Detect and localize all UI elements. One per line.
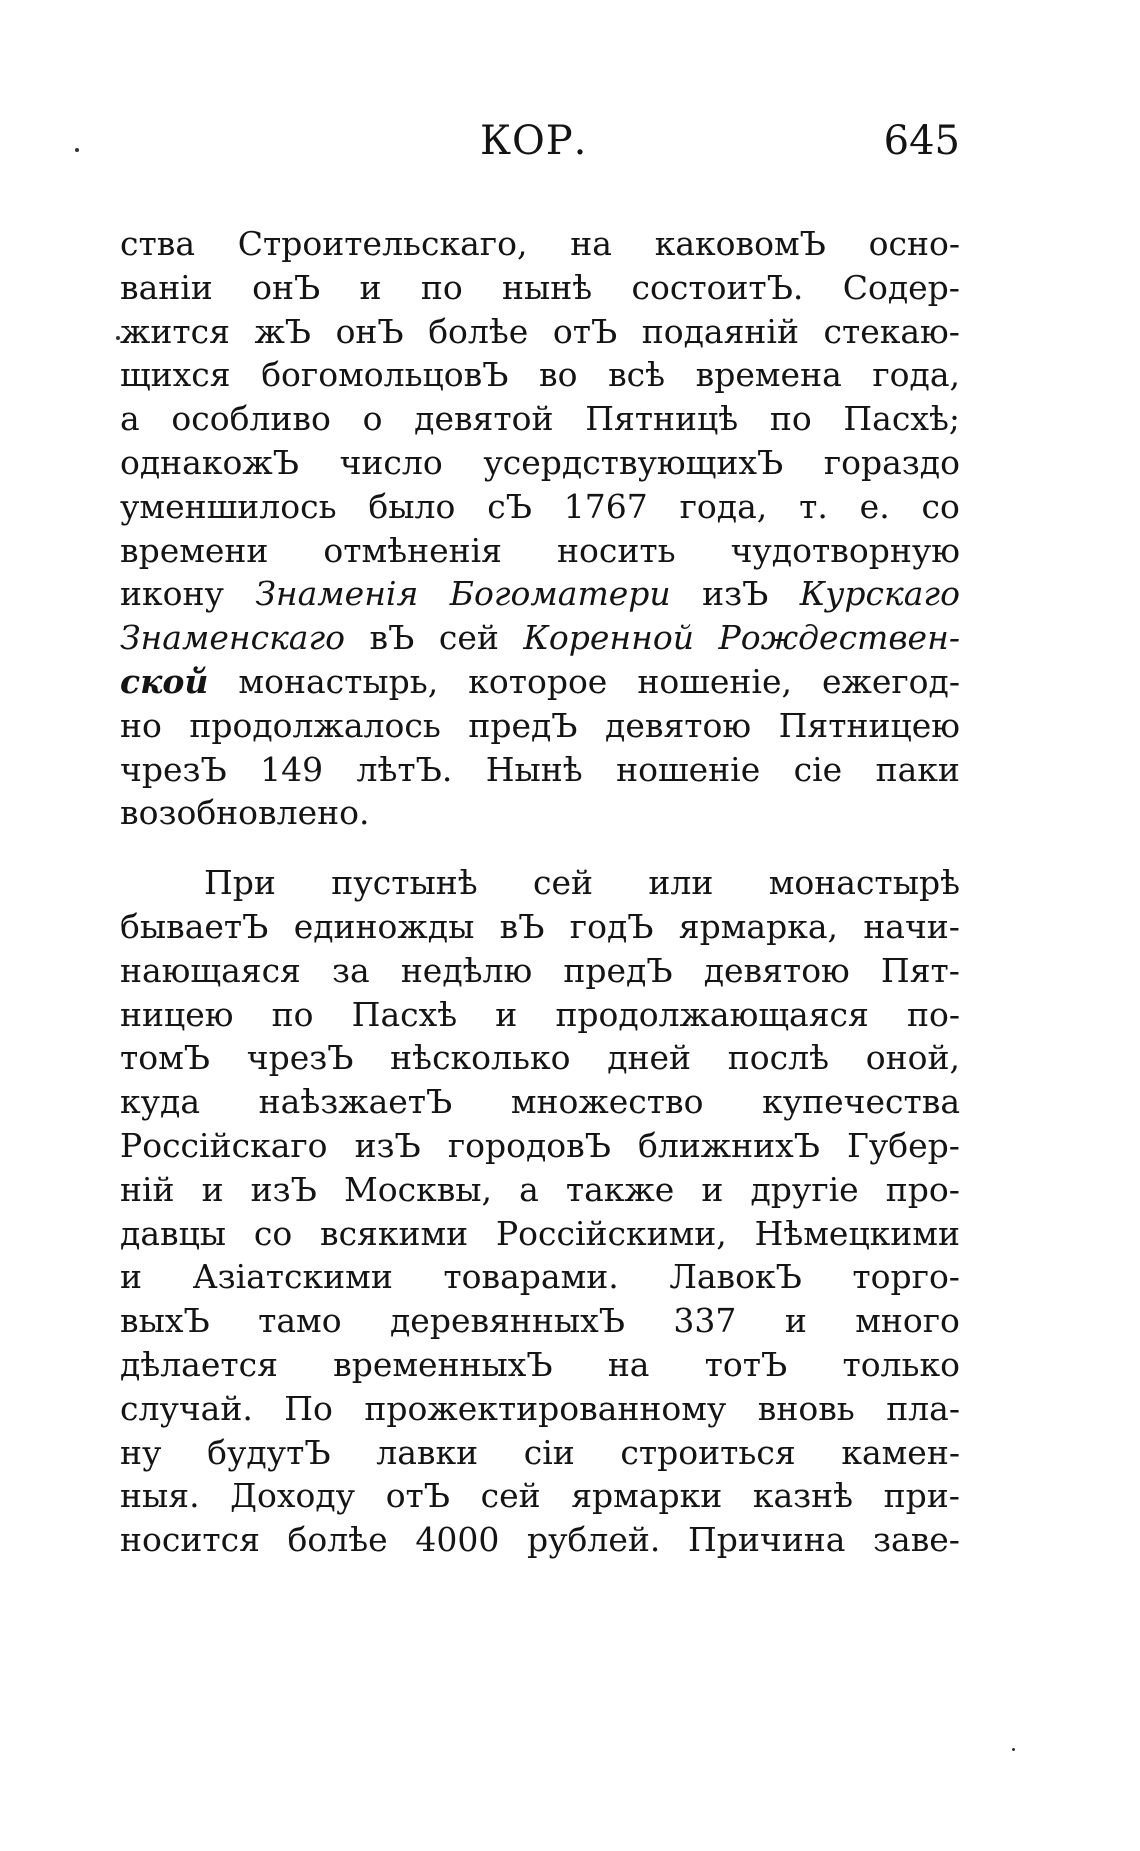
word: года, xyxy=(872,355,960,395)
word: ваніи xyxy=(120,267,213,307)
word: изЪ xyxy=(250,1169,317,1209)
word: томЪ xyxy=(120,1038,211,1078)
word: Содер- xyxy=(842,267,960,307)
text-line xyxy=(120,949,960,993)
word: на xyxy=(607,1344,650,1384)
word: онЪ xyxy=(335,311,404,351)
word: заве- xyxy=(873,1520,960,1560)
word: сей xyxy=(480,1476,541,1516)
word: сей xyxy=(438,618,499,658)
word: Пятницею xyxy=(778,705,960,745)
word: деревянныхЪ xyxy=(389,1301,625,1341)
text-line xyxy=(120,1518,960,1562)
word: купечества xyxy=(762,1082,960,1122)
word: продолжалось xyxy=(189,705,441,745)
word: прожектированному xyxy=(364,1388,727,1428)
word: ній xyxy=(120,1169,175,1209)
word: ныя. xyxy=(120,1476,200,1516)
word: Богоматери xyxy=(449,574,671,614)
word: нынѣ xyxy=(502,267,593,307)
word: на xyxy=(570,224,612,263)
word: По xyxy=(284,1388,333,1428)
word: случай. xyxy=(120,1388,253,1428)
word: ярмарки xyxy=(571,1476,723,1516)
word: единожды xyxy=(293,906,475,946)
word: по- xyxy=(906,994,960,1034)
text-line xyxy=(120,616,960,660)
text-line xyxy=(120,310,960,354)
text-line xyxy=(120,1299,960,1343)
word: по xyxy=(271,994,314,1034)
word: Азіатскими xyxy=(192,1257,393,1297)
word: изЪ xyxy=(702,574,769,614)
word: Губер- xyxy=(847,1125,960,1165)
word: всякими xyxy=(319,1213,469,1253)
word: наѣзжаетЪ xyxy=(258,1082,453,1122)
word: ницею xyxy=(120,994,234,1034)
word: 1767 xyxy=(563,486,648,526)
word: девятою xyxy=(605,705,752,745)
word: и xyxy=(495,994,518,1034)
word: болѣе xyxy=(428,311,529,351)
word: недѣлю xyxy=(400,950,533,990)
word: давцы xyxy=(120,1213,227,1253)
page-number: 645 xyxy=(883,118,960,164)
word: множество xyxy=(510,1082,704,1122)
text-line xyxy=(120,266,960,310)
word: другіе xyxy=(750,1169,859,1209)
word: осно- xyxy=(868,224,960,263)
word: девятой xyxy=(414,399,554,439)
word: отЪ xyxy=(385,1476,451,1516)
word: Знаменскаго xyxy=(120,618,346,658)
word: т. xyxy=(799,486,828,526)
word: было xyxy=(368,486,456,526)
word: стекаю- xyxy=(823,311,960,351)
word: а xyxy=(519,1169,539,1209)
word: также xyxy=(565,1169,675,1209)
word: рублей. xyxy=(526,1520,661,1560)
word: Коренной xyxy=(523,618,695,658)
word: за xyxy=(332,950,370,990)
word: лѣтЪ. xyxy=(356,749,453,789)
word: Нынѣ xyxy=(485,749,583,789)
word: со xyxy=(921,486,960,526)
word: болѣе xyxy=(287,1520,388,1560)
word: послѣ xyxy=(727,1038,829,1078)
word: по xyxy=(769,399,812,439)
word: сей xyxy=(533,863,594,903)
word: выхЪ xyxy=(120,1301,210,1341)
word: ну xyxy=(120,1432,162,1472)
text-line xyxy=(120,485,960,529)
word: Знаменія xyxy=(255,574,419,614)
word: или xyxy=(648,863,714,903)
running-head xyxy=(120,118,960,178)
word: жится xyxy=(120,311,230,351)
word: нающаяся xyxy=(120,950,301,990)
word: ства xyxy=(120,224,195,263)
text-line xyxy=(120,791,960,835)
word: времени xyxy=(120,530,269,570)
word: уменшилось xyxy=(120,486,337,526)
word: Москвы, xyxy=(343,1169,493,1209)
text-body xyxy=(120,222,960,1562)
word: вЪ xyxy=(369,618,415,658)
word: о xyxy=(362,399,383,439)
word: девятою xyxy=(703,950,850,990)
word: 337 xyxy=(673,1301,737,1341)
word: оной, xyxy=(865,1038,960,1078)
word: Пят- xyxy=(880,950,960,990)
word: и xyxy=(120,1257,142,1297)
text-line xyxy=(120,1255,960,1299)
word: ской xyxy=(120,661,209,701)
paragraph xyxy=(120,861,960,1562)
text-line xyxy=(120,748,960,792)
text-line xyxy=(120,1036,960,1080)
word: усердствующихЪ xyxy=(483,442,784,482)
text-line xyxy=(120,704,960,748)
word: возобновлено. xyxy=(120,793,370,833)
word: богомольцовЪ xyxy=(261,355,509,395)
word: ношеніе, xyxy=(637,661,792,701)
word: 149 xyxy=(260,749,324,789)
text-line xyxy=(120,529,960,573)
word: носится xyxy=(120,1520,260,1560)
paper-speck xyxy=(1012,1748,1015,1751)
word: сіе xyxy=(793,749,843,789)
word: со xyxy=(253,1213,293,1253)
word: и xyxy=(784,1301,807,1341)
word: строиться xyxy=(620,1432,796,1472)
word: изЪ xyxy=(354,1125,421,1165)
word: во xyxy=(539,355,578,395)
word: икону xyxy=(120,574,224,614)
word: нѣсколько xyxy=(390,1038,571,1078)
text-line xyxy=(120,993,960,1037)
word: отмѣненія xyxy=(323,530,503,570)
word: камен- xyxy=(841,1432,960,1472)
word: пустынѣ xyxy=(331,863,478,903)
word: ежегод- xyxy=(821,661,960,701)
word: всѣ xyxy=(608,355,666,395)
word: предЪ xyxy=(563,950,673,990)
word: времена xyxy=(695,355,842,395)
word: Россійскими, xyxy=(495,1213,727,1253)
word: а xyxy=(120,399,140,439)
word: чудотворную xyxy=(730,530,960,570)
word: ношеніе xyxy=(616,749,761,789)
word: предЪ xyxy=(468,705,578,745)
text-line xyxy=(120,1474,960,1518)
paragraph xyxy=(120,222,960,835)
word: Нѣмецкими xyxy=(754,1213,960,1253)
word: монастырѣ xyxy=(768,863,960,903)
text-line xyxy=(120,660,960,704)
running-head-title: КОР. xyxy=(480,118,588,164)
text-line xyxy=(120,861,960,905)
word: особливо xyxy=(171,399,331,439)
word: жЪ xyxy=(254,311,312,351)
word: казнѣ xyxy=(752,1476,854,1516)
word: дѣлается xyxy=(120,1344,278,1384)
word: сЪ xyxy=(487,486,532,526)
text-line xyxy=(120,905,960,949)
word: куда xyxy=(120,1082,201,1122)
text-line xyxy=(120,1387,960,1431)
word: годЪ xyxy=(569,906,654,946)
word: каковомЪ xyxy=(654,224,826,263)
text-line xyxy=(120,441,960,485)
word: Пасхѣ xyxy=(351,994,458,1034)
word: много xyxy=(855,1301,960,1341)
word: Строительскаго, xyxy=(237,224,528,263)
word: дней xyxy=(607,1038,692,1078)
word: 4000 xyxy=(415,1520,500,1560)
word: про- xyxy=(885,1169,960,1209)
text-line xyxy=(120,1080,960,1124)
word: только xyxy=(842,1344,960,1384)
word: лавки xyxy=(376,1432,479,1472)
text-line xyxy=(120,222,960,266)
word: пла- xyxy=(886,1388,960,1428)
word: товарами. xyxy=(443,1257,619,1297)
word: сіи xyxy=(523,1432,575,1472)
word: и xyxy=(359,267,382,307)
word: бываетЪ xyxy=(120,906,269,946)
word: вновь xyxy=(757,1388,855,1428)
word: будутЪ xyxy=(207,1432,331,1472)
word: продолжающаяся xyxy=(555,994,869,1034)
word: Рождествен- xyxy=(718,618,960,658)
word: Причина xyxy=(687,1520,846,1560)
word: ЛавокЪ xyxy=(669,1257,802,1297)
paper-speck xyxy=(116,336,120,340)
word: ближнихЪ xyxy=(637,1125,820,1165)
word: монастырь, xyxy=(238,661,439,701)
word: при- xyxy=(883,1476,960,1516)
text-line xyxy=(120,353,960,397)
text-line xyxy=(120,397,960,441)
word: чрезЪ xyxy=(120,749,227,789)
word: однакожЪ xyxy=(120,442,299,482)
word: вЪ xyxy=(499,906,545,946)
word: подаяній xyxy=(641,311,799,351)
word: онЪ xyxy=(252,267,321,307)
text-line xyxy=(120,1168,960,1212)
text-line xyxy=(120,1124,960,1168)
word: щихся xyxy=(120,355,231,395)
text-line xyxy=(120,572,960,616)
word: тамо xyxy=(258,1301,342,1341)
word: носить xyxy=(557,530,676,570)
word: Доходу xyxy=(230,1476,356,1516)
word: е. xyxy=(859,486,890,526)
word: начи- xyxy=(863,906,960,946)
word: Курскаго xyxy=(799,574,960,614)
text-line xyxy=(120,1343,960,1387)
word: торго- xyxy=(852,1257,960,1297)
word: Пятницѣ xyxy=(585,399,739,439)
text-line xyxy=(120,1212,960,1256)
word: и xyxy=(201,1169,224,1209)
word: Пасхѣ; xyxy=(843,399,960,439)
word: по xyxy=(420,267,463,307)
word: гораздо xyxy=(823,442,960,482)
word: городовЪ xyxy=(447,1125,611,1165)
word: тотЪ xyxy=(704,1344,788,1384)
word: временныхЪ xyxy=(333,1344,553,1384)
word: число xyxy=(339,442,443,482)
word: При xyxy=(204,863,276,903)
paragraph-gap xyxy=(120,835,960,861)
word: отЪ xyxy=(552,311,618,351)
word: которое xyxy=(468,661,608,701)
word: состоитЪ. xyxy=(631,267,804,307)
word: Россійскаго xyxy=(120,1125,328,1165)
word: и xyxy=(701,1169,724,1209)
word: ярмарка, xyxy=(678,906,838,946)
word: но xyxy=(120,705,162,745)
word: года, xyxy=(679,486,768,526)
word: чрезЪ xyxy=(246,1038,354,1078)
word: паки xyxy=(875,749,960,789)
paper-speck xyxy=(75,148,79,152)
text-line xyxy=(120,1431,960,1475)
